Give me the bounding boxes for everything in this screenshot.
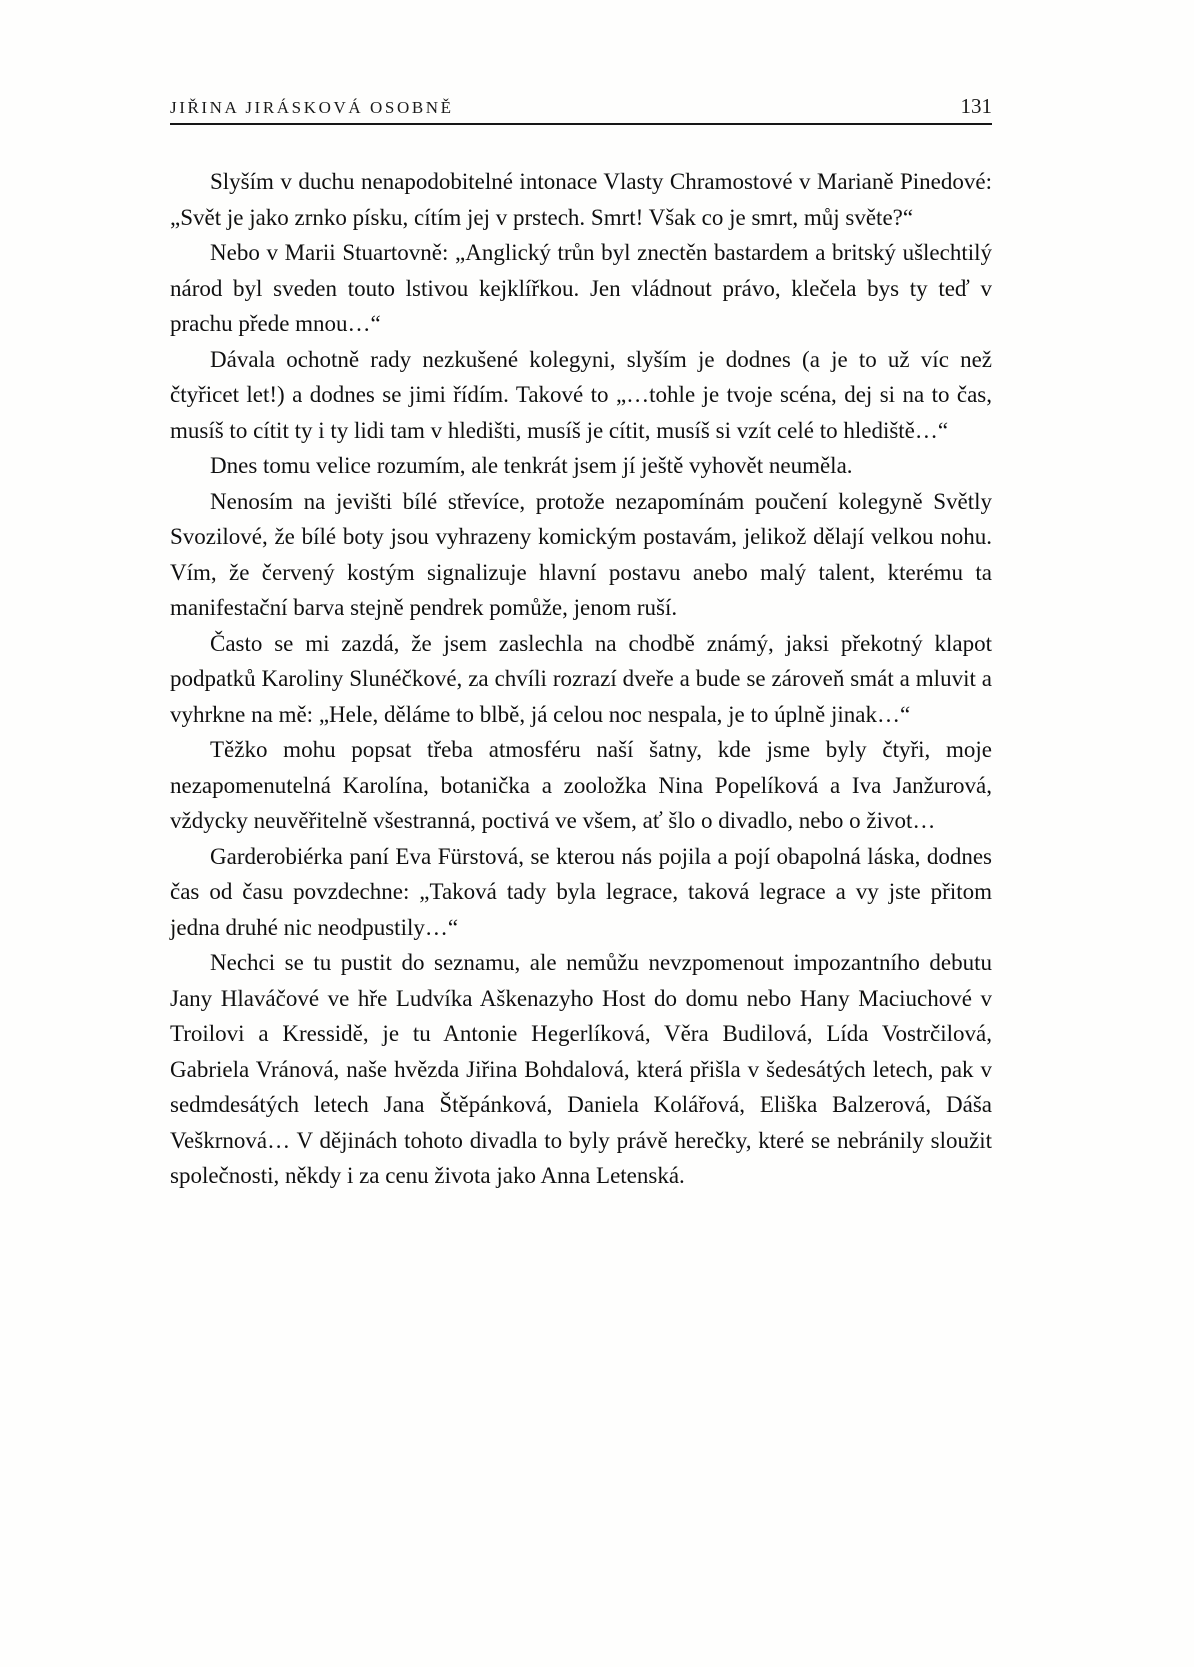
paragraph: Těžko mohu popsat třeba atmosféru naší šatny, kde jsme byly čtyři, moje nezapomenutelná Karolína, botanička a zooložka Nina Popelíková a Iva Janžurová, vždycky neuvěřitelně všestranná, poctivá ve všem, ať šlo o divadlo, nebo o život… [170,737,992,833]
paragraph: Slyším v duchu nenapodobitelné intonace Vlasty Chramostové v Marianě Pinedové: „Svět je jako zrnko písku, cítím jej v prstech. Smrt! Však co je smrt, můj světe?“ [170,169,992,230]
paragraph: Dávala ochotně rady nezkušené kolegyni, slyším je dodnes (a je to už víc než čtyřicet let!) a dodnes se jimi řídím. Takové to „…tohle je tvoje scéna, dej si na to čas, musíš to cítit ty i ty lidi tam v hledišti, musíš je cítit, musíš si vzít celé to hlediště…“ [170,346,992,443]
running-title: JIŘINA JIRÁSKOVÁ OSOBNĚ [170,98,454,117]
paragraph: Garderobiérka paní Eva Fürstová, se kterou nás pojila a pojí obapolná láska, dodnes čas od času povzdechne: „Taková tady byla legrace, taková legrace a vy jste přitom jedna druhé nic neodpustily…“ [170,843,992,940]
paragraph: Nechci se tu pustit do seznamu, ale nemůžu nevzpomenout impozantního debutu Jany Hlaváčové ve hře Ludvíka Aškenazyho Host do domu nebo Hany Maciuchové v Troilovi a Kressidě, je tu Antonie Hegerlíková, Věra Budilová, Lída Vostrčilová, Gabriela Vránová, naše hvězda Jiřina Bohdalová, která přišla v šedesátých letech, pak v sedmdesátých letech Jana Štěpánková, Daniela Kolářová, Eliška Balzerová, Dáša Veškrnová… V dějinách tohoto divadla to byly právě herečky, které se nebránily sloužit společnosti, někdy i za cenu života jako Anna Letenská. [170,950,992,1188]
paragraph: Nenosím na jevišti bílé střevíce, protože nezapomínám poučení kolegyně Světly Svozilové, že bílé boty jsou vyhrazeny komickým postavám, jelikož dělají velkou nohu. Vím, že červený kostým signalizuje hlavní postavu anebo malý talent, kterému ta manifestační barva stejně pendrek pomůže, jenom ruší. [170,488,992,620]
header-rule [170,123,992,125]
paragraph: Nebo v Marii Stuartovně: „Anglický trůn byl znectěn bastardem a britský ušlechtilý národ byl sveden touto lstivou kejklířkou. Jen vládnout právo, klečela bys ty teď v prachu přede mnou…“ [170,240,992,336]
page-header [170,94,992,119]
page-number: 131 [960,94,992,118]
paragraph: Dnes tomu velice rozumím, ale tenkrát jsem jí ještě vyhovět neuměla. [210,453,853,478]
text-block [170,164,992,1194]
paragraph: Často se mi zazdá, že jsem zaslechla na chodbě známý, jaksi překotný klapot podpatků Karoliny Slunéčkové, za chvíli rozrazí dveře a bude se zároveň smát a mluvit a vyhrkne na mě: „Hele, děláme to blbě, já celou noc nespala, je to úplně jinak…“ [170,630,992,727]
